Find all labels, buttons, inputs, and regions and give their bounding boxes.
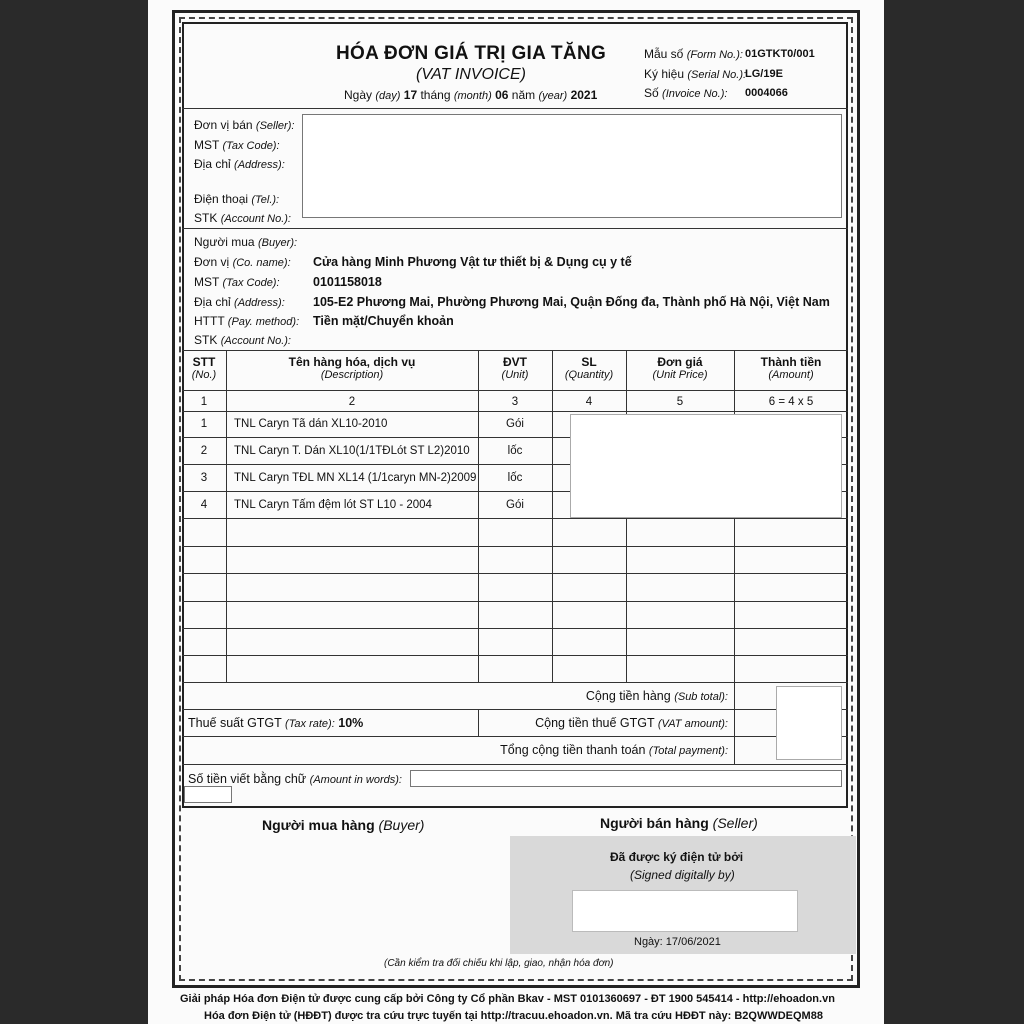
seller-info-redacted	[302, 114, 842, 218]
signed-digitally-vi: Đã được ký điện tử bởi	[610, 850, 744, 864]
invoice-date: Ngày (day) 17 tháng (month) 06 năm (year) 2021	[344, 88, 598, 102]
invoice-paper	[148, 0, 884, 1024]
index-cell: 6 = 4 x 5	[768, 396, 814, 408]
totals-redaction	[776, 686, 842, 760]
col-header-no: STT (No.)	[191, 355, 217, 381]
signer-redaction	[572, 890, 798, 932]
divider	[182, 108, 848, 109]
row-no: 4	[200, 499, 208, 511]
price-redaction	[570, 414, 842, 518]
col-header-description: Tên hàng hóa, dịch vụ (Description)	[288, 355, 416, 381]
row-unit: lốc	[507, 472, 523, 484]
row-description: TNL Caryn TĐL MN XL14 (1/1caryn MN-2)2009	[234, 472, 477, 484]
table-line	[182, 518, 848, 519]
invoice-no-label: Số (Invoice No.):	[644, 86, 728, 100]
index-cell: 3	[511, 396, 519, 408]
divider	[734, 682, 735, 764]
index-cell: 2	[348, 396, 356, 408]
col-header-amount: Thành tiền (Amount)	[760, 355, 822, 381]
buyer-tax-label: MST (Tax Code):	[194, 275, 280, 289]
table-line	[182, 390, 848, 391]
index-cell: 1	[200, 396, 208, 408]
index-cell: 4	[585, 396, 593, 408]
seller-account-label: STK (Account No.):	[194, 211, 291, 225]
table-line	[182, 411, 848, 412]
row-description: TNL Caryn Tấm đệm lót ST L10 - 2004	[234, 499, 432, 511]
tax-rate-label: Thuế suất GTGT (Tax rate): 10%	[188, 716, 364, 730]
col-header-quantity: SL (Quantity)	[564, 355, 614, 381]
table-line	[182, 628, 848, 629]
buyer-pay-label: HTTT (Pay. method):	[194, 314, 300, 328]
index-cell: 5	[676, 396, 684, 408]
buyer-company-label: Đơn vị (Co. name):	[194, 255, 291, 269]
row-no: 2	[200, 445, 208, 457]
buyer-tax-code: 0101158018	[313, 275, 382, 289]
divider	[478, 709, 479, 736]
row-no: 3	[200, 472, 208, 484]
buyer-pay-method: Tiền mặt/Chuyển khoản	[313, 314, 454, 328]
table-top	[182, 350, 848, 351]
signed-digitally-en: (Signed digitally by)	[630, 868, 735, 882]
digital-signature-box	[510, 836, 856, 954]
provider-line: Giải pháp Hóa đơn Điện tử được cung cấp bởi Công ty Cổ phần Bkav - MST 0101360697 - ĐT 1900 545414 - http://ehoadon.vn	[180, 993, 835, 1005]
buyer-address: 105-E2 Phương Mai, Phường Phương Mai, Quận Đống đa, Thành phố Hà Nội, Việt Nam	[313, 295, 830, 309]
seller-phone-label: Điện thoại (Tel.):	[194, 192, 280, 206]
table-line	[182, 573, 848, 574]
buyer-signature-title: Người mua hàng (Buyer)	[262, 817, 425, 833]
row-no: 1	[200, 418, 208, 430]
invoice-subtitle: (VAT INVOICE)	[416, 66, 526, 83]
row-unit: Gói	[506, 418, 524, 430]
divider	[182, 709, 848, 710]
sign-date: Ngày: 17/06/2021	[634, 936, 721, 948]
seller-name-label: Đơn vị bán (Seller):	[194, 118, 295, 132]
check-note: (Cần kiểm tra đối chiếu khi lập, giao, nhận hóa đơn)	[384, 958, 614, 969]
table-line	[182, 655, 848, 656]
amount-words-redaction	[184, 786, 232, 803]
divider	[182, 228, 848, 229]
seller-tax-label: MST (Tax Code):	[194, 138, 280, 152]
row-description: TNL Caryn T. Dán XL10(1/1TĐLót ST L2)2010	[234, 445, 470, 457]
form-no-value: 01GTKT0/001	[745, 48, 815, 60]
lookup-line: Hóa đơn Điện tử (HĐĐT) được tra cứu trực tuyến tại http://tracuu.ehoadon.vn. Mã tra cứu HĐĐT này: B2QWWDEQM88	[204, 1010, 823, 1022]
serial-no-label: Ký hiệu (Serial No.):	[644, 67, 747, 81]
serial-no-value: LG/19E	[745, 68, 783, 80]
buyer-label: Người mua (Buyer):	[194, 235, 298, 249]
divider	[182, 736, 848, 737]
buyer-company: Cửa hàng Minh Phương Vật tư thiết bị & Dụng cụ y tế	[313, 255, 632, 269]
table-line	[182, 601, 848, 602]
row-unit: lốc	[507, 445, 523, 457]
invoice-title: HÓA ĐƠN GIÁ TRỊ GIA TĂNG	[336, 43, 607, 64]
seller-signature-title: Người bán hàng (Seller)	[600, 815, 758, 831]
form-no-label: Mẫu số (Form No.):	[644, 47, 743, 61]
buyer-account-label: STK (Account No.):	[194, 333, 291, 347]
invoice-no-value: 0004066	[745, 87, 788, 99]
seller-address-label: Địa chỉ (Address):	[194, 157, 285, 171]
vat-amount-label: Cộng tiền thuế GTGT (VAT amount):	[535, 716, 728, 730]
row-description: TNL Caryn Tã dán XL10-2010	[234, 418, 388, 430]
col-header-unit-price: Đơn giá (Unit Price)	[652, 355, 708, 381]
amount-words-redaction	[410, 770, 842, 787]
subtotal-label: Cộng tiền hàng (Sub total):	[585, 689, 728, 703]
divider	[182, 764, 848, 765]
table-bottom	[182, 682, 848, 683]
total-payment-label: Tổng cộng tiền thanh toán (Total payment):	[500, 743, 728, 757]
table-line	[182, 546, 848, 547]
col-header-unit: ĐVT (Unit)	[501, 355, 529, 381]
amount-words-label: Số tiền viết bằng chữ (Amount in words):	[188, 772, 402, 786]
buyer-address-label: Địa chỉ (Address):	[194, 295, 285, 309]
row-unit: Gói	[506, 499, 524, 511]
